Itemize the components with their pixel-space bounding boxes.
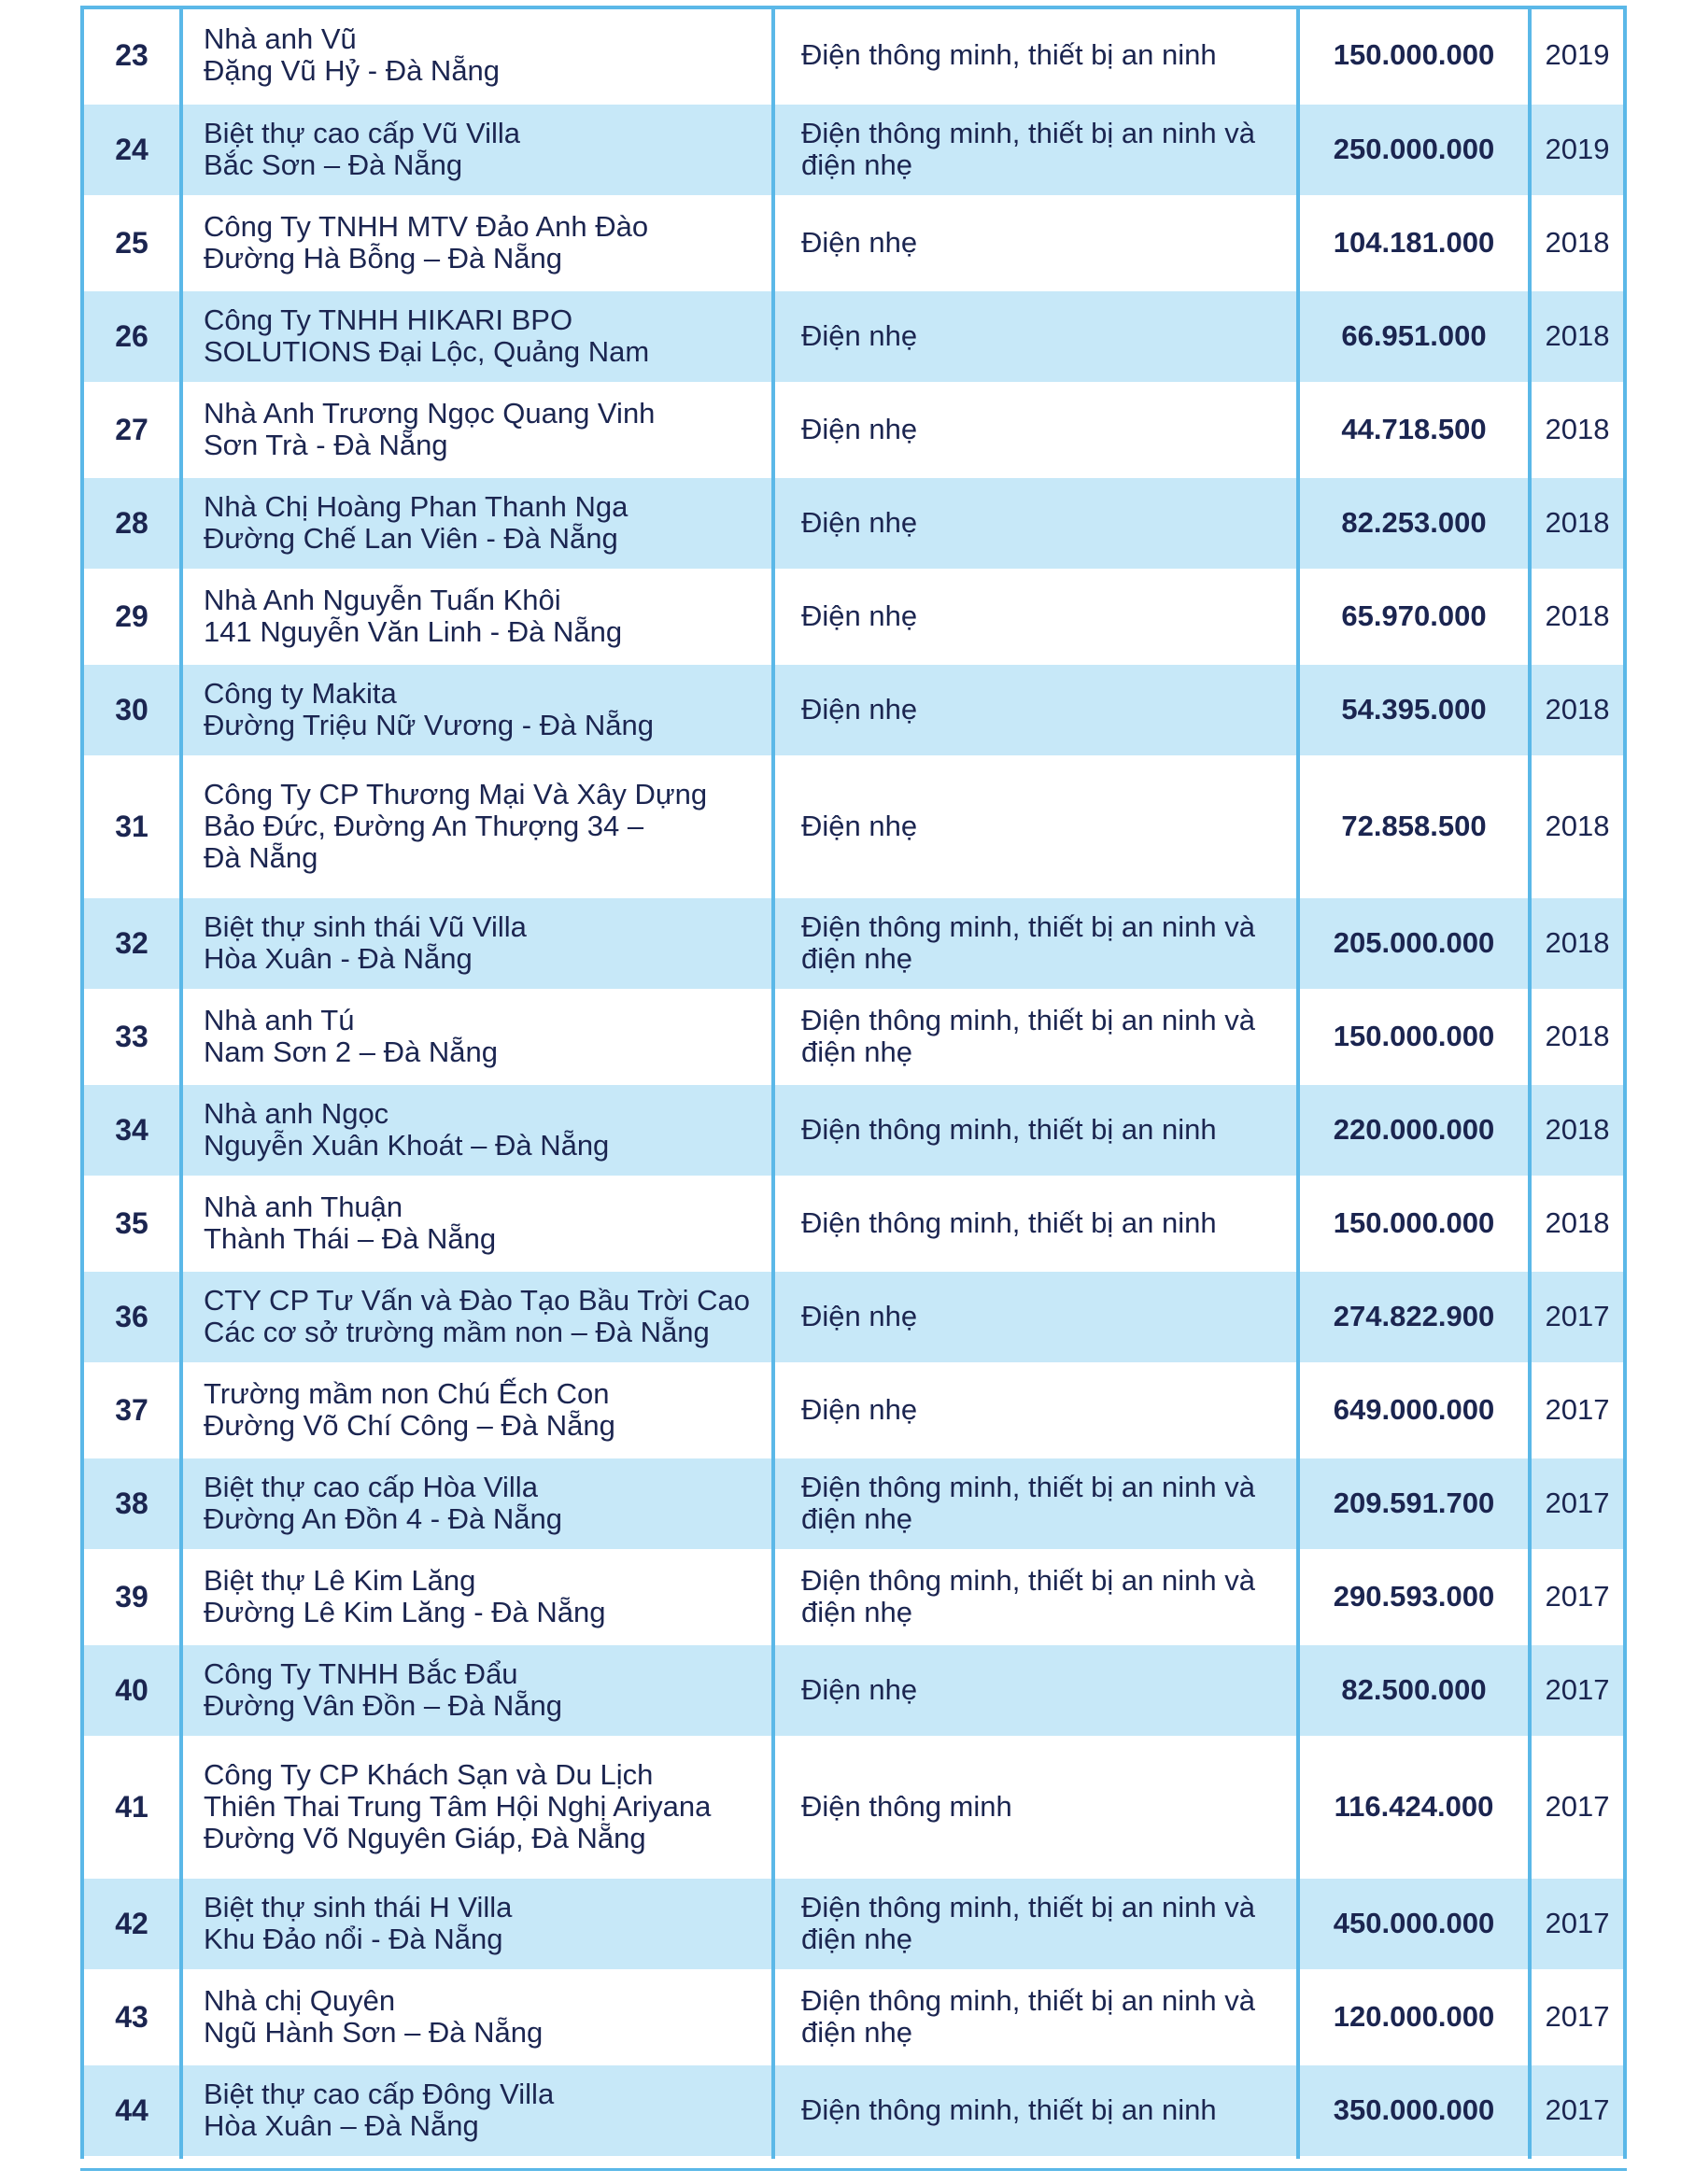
- work-scope-line: điện nhẹ: [801, 1596, 912, 1628]
- project-name-line: 141 Nguyễn Văn Linh - Đà Nẵng: [204, 615, 623, 648]
- project-name-line: Nhà anh Thuận: [204, 1191, 403, 1223]
- project-name-cell: [181, 1083, 773, 1177]
- project-name-line: Trường mầm non Chú Ếch Con: [204, 1377, 610, 1410]
- work-scope-line: điện nhẹ: [801, 942, 912, 975]
- project-name-line: Công Ty TNHH Bắc Đẩu: [204, 1657, 518, 1690]
- contract-value: 120.000.000: [1298, 1970, 1530, 2064]
- work-scope-line: điện nhẹ: [801, 148, 912, 181]
- project-year: 2017: [1530, 1970, 1623, 2064]
- row-number: 23: [84, 9, 181, 103]
- project-name-line: Biệt thự sinh thái H Villa: [204, 1891, 513, 1923]
- contract-value: 72.858.500: [1298, 756, 1530, 896]
- work-scope-cell: [773, 1643, 1298, 1737]
- project-year: 2018: [1530, 663, 1623, 756]
- row-number: 36: [84, 1270, 181, 1363]
- work-scope-line: Điện nhẹ: [801, 1393, 918, 1426]
- project-year: 2018: [1530, 1083, 1623, 1177]
- work-scope-cell: [773, 896, 1298, 990]
- row-number: 43: [84, 1970, 181, 2064]
- contract-value: 116.424.000: [1298, 1737, 1530, 1877]
- project-name-line: SOLUTIONS Đại Lộc, Quảng Nam: [204, 335, 650, 368]
- work-scope-line: Điện nhẹ: [801, 599, 918, 632]
- row-number: 29: [84, 570, 181, 663]
- project-name-line: Nhà anh Ngọc: [204, 1097, 389, 1130]
- project-name-cell: [181, 1877, 773, 1970]
- project-year: 2018: [1530, 196, 1623, 289]
- work-scope-cell: [773, 570, 1298, 663]
- work-scope-cell: [773, 103, 1298, 196]
- project-year: 2017: [1530, 1270, 1623, 1363]
- table-bottom-border: [80, 2168, 1627, 2171]
- table-row: [84, 1970, 1623, 2064]
- project-name-cell: [181, 196, 773, 289]
- project-year: 2017: [1530, 1643, 1623, 1737]
- project-name-line: Hòa Xuân - Đà Nẵng: [204, 942, 473, 975]
- project-year: 2019: [1530, 103, 1623, 196]
- project-name-line: Biệt thự Lê Kim Lăng: [204, 1564, 476, 1597]
- work-scope-line: điện nhẹ: [801, 1036, 912, 1068]
- project-name-line: Bảo Đức, Đường An Thượng 34 –: [204, 810, 644, 842]
- project-name-cell: [181, 9, 773, 103]
- row-number: 44: [84, 2064, 181, 2157]
- row-number: 32: [84, 896, 181, 990]
- work-scope-line: Điện nhẹ: [801, 1300, 918, 1332]
- work-scope-line: Điện nhẹ: [801, 693, 918, 726]
- table-row: [84, 476, 1623, 570]
- contract-value: 250.000.000: [1298, 103, 1530, 196]
- contract-value: 150.000.000: [1298, 1177, 1530, 1270]
- project-year: 2019: [1530, 9, 1623, 103]
- table-row: [84, 1363, 1623, 1457]
- table-row: [84, 2064, 1623, 2157]
- project-name-line: Công Ty TNHH MTV Đảo Anh Đào: [204, 210, 649, 243]
- project-name-line: Đường Võ Nguyên Giáp, Đà Nẵng: [204, 1822, 646, 1854]
- row-number: 27: [84, 383, 181, 476]
- contract-value: 150.000.000: [1298, 990, 1530, 1083]
- project-name-line: Đường Võ Chí Công – Đà Nẵng: [204, 1409, 615, 1442]
- project-name-line: Nam Sơn 2 – Đà Nẵng: [204, 1036, 498, 1068]
- work-scope-line: Điện nhẹ: [801, 226, 918, 259]
- table-row: [84, 1270, 1623, 1363]
- work-scope-line: Điện thông minh: [801, 1790, 1012, 1823]
- project-name-line: Thiên Thai Trung Tâm Hội Nghị Ariyana: [204, 1790, 712, 1823]
- contract-value: 220.000.000: [1298, 1083, 1530, 1177]
- project-year: 2017: [1530, 1737, 1623, 1877]
- project-name-line: Công Ty TNHH HIKARI BPO: [204, 303, 573, 336]
- project-name-line: Công Ty CP Khách Sạn và Du Lịch: [204, 1758, 654, 1791]
- table-row: [84, 289, 1623, 383]
- table-row: [84, 1457, 1623, 1550]
- table-row: [84, 383, 1623, 476]
- project-table: [84, 9, 1623, 2159]
- table-row: [84, 196, 1623, 289]
- contract-value: 150.000.000: [1298, 9, 1530, 103]
- work-scope-line: Điện thông minh, thiết bị an ninh và: [801, 1004, 1255, 1036]
- project-name-cell: [181, 103, 773, 196]
- project-name-line: Sơn Trà - Đà Nẵng: [204, 429, 448, 461]
- work-scope-cell: [773, 1737, 1298, 1877]
- project-year: 2018: [1530, 289, 1623, 383]
- row-number: 39: [84, 1550, 181, 1643]
- project-name-cell: [181, 756, 773, 896]
- contract-value: 82.500.000: [1298, 1643, 1530, 1737]
- project-name-line: Đà Nẵng: [204, 841, 318, 874]
- table-row: [84, 1737, 1623, 1877]
- work-scope-line: Điện thông minh, thiết bị an ninh và: [801, 1471, 1255, 1503]
- table-row: [84, 990, 1623, 1083]
- project-year: 2017: [1530, 1457, 1623, 1550]
- project-year: 2018: [1530, 990, 1623, 1083]
- work-scope-line: điện nhẹ: [801, 2016, 912, 2049]
- project-name-cell: [181, 1550, 773, 1643]
- table-row: [84, 756, 1623, 896]
- project-name-cell: [181, 383, 773, 476]
- project-name-line: Các cơ sở trường mầm non – Đà Nẵng: [204, 1316, 710, 1348]
- row-number: 28: [84, 476, 181, 570]
- work-scope-line: Điện nhẹ: [801, 413, 918, 445]
- work-scope-line: Điện nhẹ: [801, 319, 918, 352]
- table-row: [84, 663, 1623, 756]
- row-number: 41: [84, 1737, 181, 1877]
- project-name-line: Đường Vân Đồn – Đà Nẵng: [204, 1689, 563, 1722]
- project-name-line: Nhà Chị Hoàng Phan Thanh Nga: [204, 490, 629, 523]
- work-scope-cell: [773, 756, 1298, 896]
- work-scope-line: Điện thông minh, thiết bị an ninh: [801, 1206, 1217, 1239]
- row-number: 40: [84, 1643, 181, 1737]
- table-row: [84, 1550, 1623, 1643]
- work-scope-cell: [773, 1083, 1298, 1177]
- project-year: 2017: [1530, 1363, 1623, 1457]
- work-scope-line: Điện thông minh, thiết bị an ninh và: [801, 1984, 1255, 2017]
- row-number: 30: [84, 663, 181, 756]
- project-name-line: Hòa Xuân – Đà Nẵng: [204, 2109, 479, 2142]
- work-scope-cell: [773, 2064, 1298, 2157]
- row-number: 37: [84, 1363, 181, 1457]
- contract-value: 65.970.000: [1298, 570, 1530, 663]
- work-scope-line: điện nhẹ: [801, 1923, 912, 1955]
- table-row: [84, 1083, 1623, 1177]
- work-scope-cell: [773, 476, 1298, 570]
- project-name-line: Biệt thự cao cấp Đông Villa: [204, 2078, 555, 2110]
- project-name-line: Công ty Makita: [204, 677, 397, 710]
- work-scope-cell: [773, 383, 1298, 476]
- project-year: 2018: [1530, 383, 1623, 476]
- contract-value: 82.253.000: [1298, 476, 1530, 570]
- contract-value: 205.000.000: [1298, 896, 1530, 990]
- contract-value: 54.395.000: [1298, 663, 1530, 756]
- contract-value: 450.000.000: [1298, 1877, 1530, 1970]
- work-scope-line: Điện thông minh, thiết bị an ninh và: [801, 910, 1255, 943]
- table-row: [84, 1177, 1623, 1270]
- project-name-line: Đường Lê Kim Lăng - Đà Nẵng: [204, 1596, 606, 1628]
- project-name-line: Ngũ Hành Sơn – Đà Nẵng: [204, 2016, 544, 2049]
- project-table-container: [80, 6, 1627, 2159]
- project-name-cell: [181, 476, 773, 570]
- row-number: 26: [84, 289, 181, 383]
- table-row: [84, 570, 1623, 663]
- work-scope-cell: [773, 990, 1298, 1083]
- project-name-line: Bắc Sơn – Đà Nẵng: [204, 148, 463, 181]
- project-name-cell: [181, 1363, 773, 1457]
- work-scope-line: Điện thông minh, thiết bị an ninh: [801, 38, 1217, 72]
- work-scope-line: Điện thông minh, thiết bị an ninh: [801, 1113, 1217, 1146]
- contract-value: 44.718.500: [1298, 383, 1530, 476]
- project-name-line: Đường An Đồn 4 - Đà Nẵng: [204, 1502, 563, 1535]
- row-number: 35: [84, 1177, 181, 1270]
- work-scope-cell: [773, 1363, 1298, 1457]
- project-name-cell: [181, 1643, 773, 1737]
- project-name-line: Nhà Anh Trương Ngọc Quang Vinh: [204, 397, 656, 430]
- project-name-line: Nhà anh Tú: [204, 1004, 355, 1036]
- contract-value: 274.822.900: [1298, 1270, 1530, 1363]
- project-name-line: Khu Đảo nổi - Đà Nẵng: [204, 1923, 503, 1955]
- work-scope-line: Điện thông minh, thiết bị an ninh: [801, 2093, 1217, 2126]
- work-scope-cell: [773, 9, 1298, 103]
- project-name-line: Nhà chị Quyên: [204, 1984, 396, 2017]
- work-scope-cell: [773, 1877, 1298, 1970]
- contract-value: 66.951.000: [1298, 289, 1530, 383]
- project-year: 2018: [1530, 1177, 1623, 1270]
- work-scope-cell: [773, 289, 1298, 383]
- project-name-cell: [181, 1177, 773, 1270]
- project-name-line: Nhà anh Vũ: [204, 22, 357, 56]
- project-year: 2017: [1530, 1877, 1623, 1970]
- work-scope-cell: [773, 1270, 1298, 1363]
- project-name-cell: [181, 570, 773, 663]
- project-name-line: Công Ty CP Thương Mại Và Xây Dựng: [204, 778, 708, 810]
- row-number: 24: [84, 103, 181, 196]
- row-number: 42: [84, 1877, 181, 1970]
- work-scope-line: Điện thông minh, thiết bị an ninh và: [801, 1891, 1255, 1923]
- project-name-line: CTY CP Tư Vấn và Đào Tạo Bầu Trời Cao: [204, 1284, 751, 1317]
- project-name-line: Đường Hà Bỗng – Đà Nẵng: [204, 242, 563, 275]
- row-number: 33: [84, 990, 181, 1083]
- work-scope-cell: [773, 1970, 1298, 2064]
- contract-value: 290.593.000: [1298, 1550, 1530, 1643]
- project-year: 2018: [1530, 896, 1623, 990]
- project-year: 2018: [1530, 476, 1623, 570]
- project-name-line: Đặng Vũ Hỷ - Đà Nẵng: [204, 54, 501, 88]
- work-scope-cell: [773, 1550, 1298, 1643]
- row-number: 38: [84, 1457, 181, 1550]
- project-year: 2017: [1530, 1550, 1623, 1643]
- work-scope-line: Điện nhẹ: [801, 810, 918, 842]
- project-year: 2018: [1530, 756, 1623, 896]
- work-scope-cell: [773, 1457, 1298, 1550]
- project-table-body: [84, 9, 1623, 2157]
- project-year: 2018: [1530, 570, 1623, 663]
- table-row: [84, 1643, 1623, 1737]
- project-name-cell: [181, 1457, 773, 1550]
- contract-value: 649.000.000: [1298, 1363, 1530, 1457]
- project-name-line: Đường Triệu Nữ Vương - Đà Nẵng: [204, 709, 654, 741]
- project-name-line: Đường Chế Lan Viên - Đà Nẵng: [204, 522, 618, 555]
- project-name-line: Nhà Anh Nguyễn Tuấn Khôi: [204, 584, 561, 616]
- contract-value: 350.000.000: [1298, 2064, 1530, 2157]
- work-scope-line: Điện thông minh, thiết bị an ninh và: [801, 1564, 1255, 1597]
- project-name-cell: [181, 663, 773, 756]
- project-name-cell: [181, 1270, 773, 1363]
- work-scope-line: Điện nhẹ: [801, 1673, 918, 1706]
- contract-value: 104.181.000: [1298, 196, 1530, 289]
- project-name-line: Nguyễn Xuân Khoát – Đà Nẵng: [204, 1129, 610, 1162]
- contract-value: 209.591.700: [1298, 1457, 1530, 1550]
- project-name-cell: [181, 896, 773, 990]
- table-row: [84, 1877, 1623, 1970]
- project-name-line: Thành Thái – Đà Nẵng: [204, 1222, 497, 1255]
- row-number: 34: [84, 1083, 181, 1177]
- project-name-cell: [181, 289, 773, 383]
- project-name-cell: [181, 1970, 773, 2064]
- table-row: [84, 9, 1623, 103]
- table-row: [84, 896, 1623, 990]
- project-name-line: Biệt thự cao cấp Vũ Villa: [204, 117, 520, 149]
- work-scope-cell: [773, 663, 1298, 756]
- project-name-cell: [181, 2064, 773, 2157]
- work-scope-line: điện nhẹ: [801, 1502, 912, 1535]
- table-row: [84, 103, 1623, 196]
- project-name-line: Biệt thự sinh thái Vũ Villa: [204, 910, 527, 943]
- work-scope-cell: [773, 1177, 1298, 1270]
- row-number: 31: [84, 756, 181, 896]
- row-number: 25: [84, 196, 181, 289]
- work-scope-cell: [773, 196, 1298, 289]
- project-name-cell: [181, 990, 773, 1083]
- project-name-line: Biệt thự cao cấp Hòa Villa: [204, 1471, 538, 1503]
- work-scope-line: Điện thông minh, thiết bị an ninh và: [801, 117, 1255, 149]
- work-scope-line: Điện nhẹ: [801, 506, 918, 539]
- project-year: 2017: [1530, 2064, 1623, 2157]
- project-name-cell: [181, 1737, 773, 1877]
